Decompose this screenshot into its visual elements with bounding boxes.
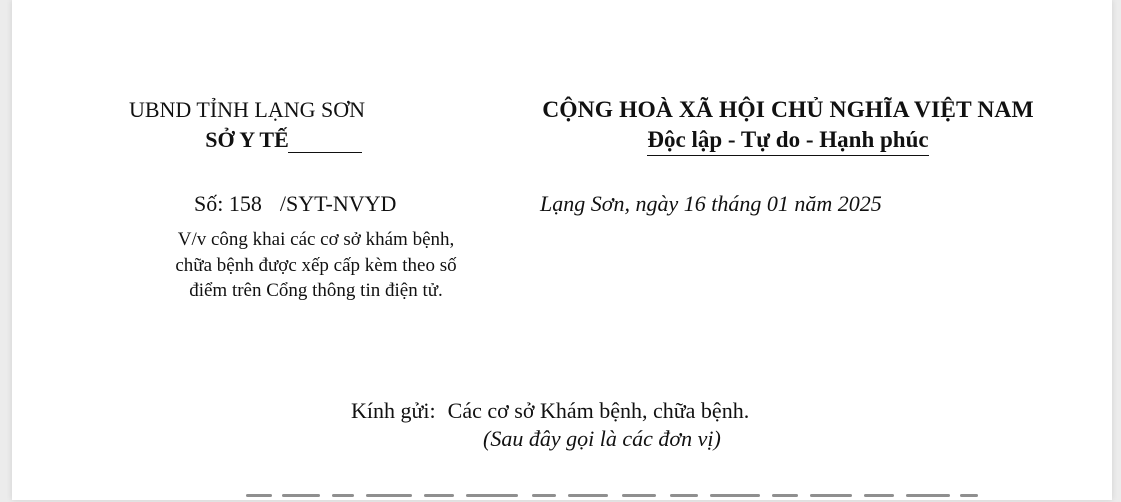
document-number-label: Số: (194, 191, 224, 216)
document-number (194, 191, 396, 217)
document-page (12, 0, 1112, 500)
document-number-value: 158 (228, 191, 262, 216)
document-code: /SYT-NVYD (279, 191, 397, 216)
date-location: Lạng Sơn, ngày 16 tháng 01 năm 2025 (540, 191, 882, 216)
national-title: CỘNG HOÀ XÃ HỘI CHỦ NGHĨA VIỆT NAM (542, 97, 1034, 123)
recipient-line (351, 398, 749, 424)
recipient-value: Các cơ sở Khám bệnh, chữa bệnh. (447, 398, 750, 423)
national-motto (482, 127, 1094, 153)
motto-text: Độc lập - Tự do - Hạnh phúc (647, 127, 928, 156)
document-subject: V/v công khai các cơ sở khám bệnh, chữa bệnh được xếp cấp kèm theo số điểm trên Cổng thông tin điện tử. (175, 229, 457, 301)
recipient-label: Kính gửi: (351, 398, 436, 423)
recipient-note: (Sau đây gọi là các đơn vị) (483, 426, 721, 451)
agency-name: UBND TỈNH LẠNG SƠN (128, 97, 366, 122)
department-underline (288, 152, 362, 153)
department-name: SỞ Y TẾ (205, 127, 289, 152)
